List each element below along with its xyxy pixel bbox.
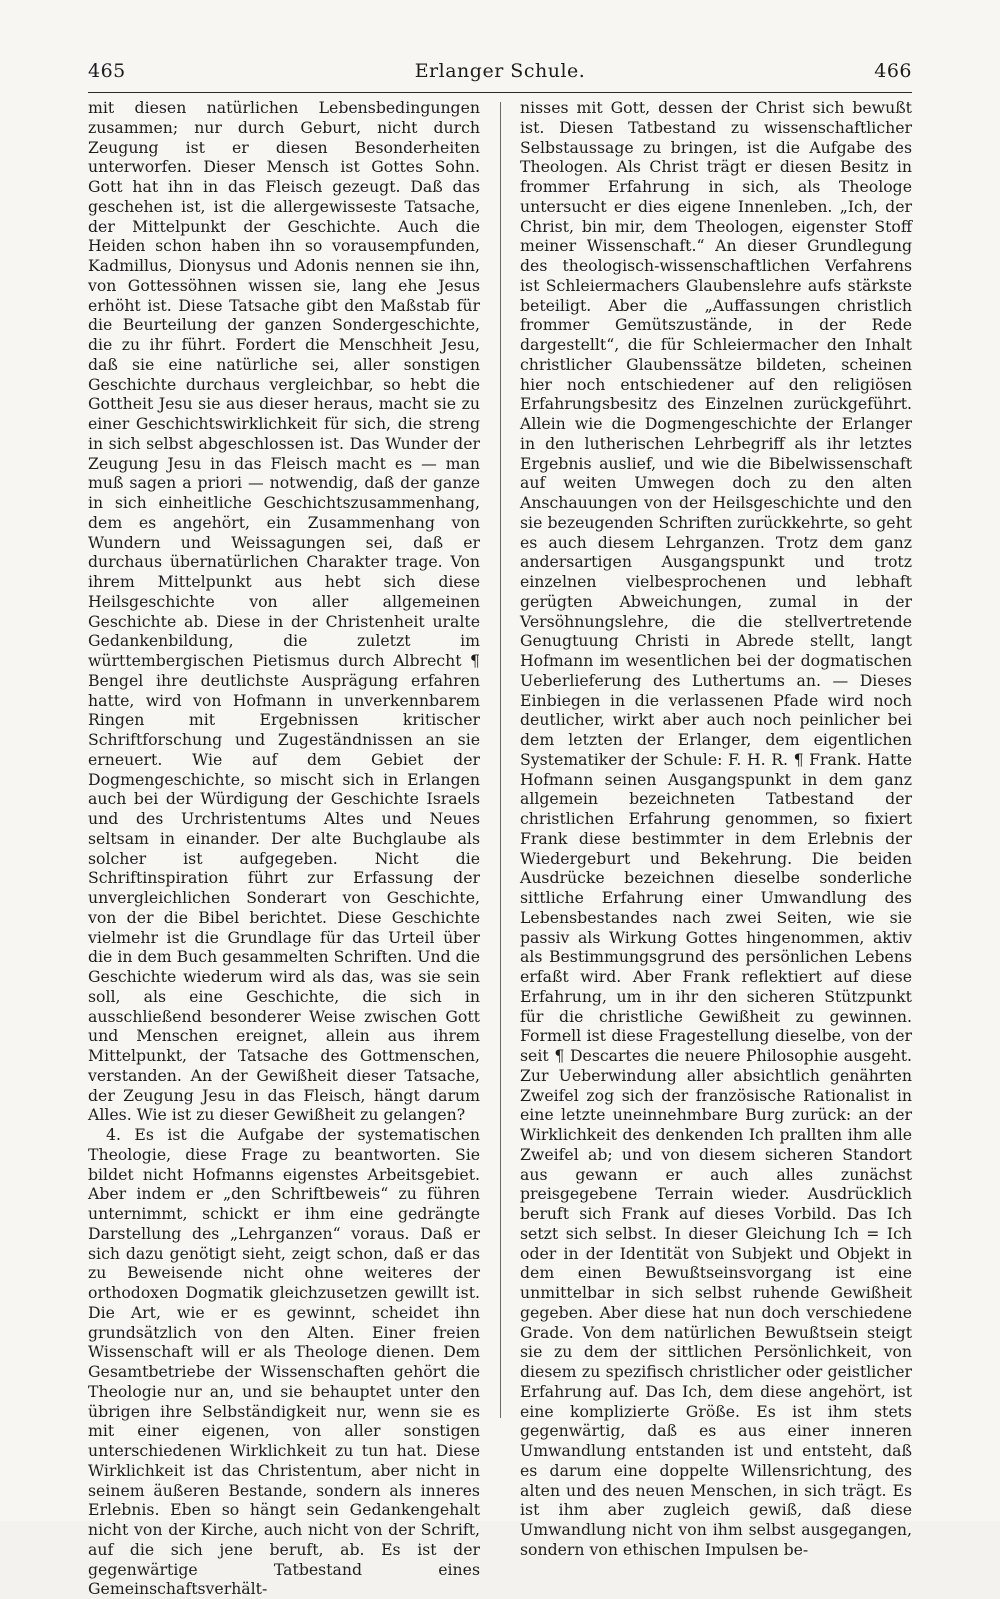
paragraph: nisses mit Gott, dessen der Christ sich bewußt ist. Diesen Tatbestand zu wissenschaftlicher Selbstaussage zu bringen, ist die Aufgabe des Theologen. Als Christ trägt er diesen Besitz in frommer Erfahrung in sich, als Theologe untersucht er dies eigene Innenleben. „Ich, der Christ, bin mir, dem Theologen, eigenster Stoff meiner Wissenschaft.“ An dieser Grundlegung des theologisch-wissenschaftlichen Verfahrens ist Schleiermachers Glaubenslehre aufs stärkste beteiligt. Aber die „Auffassungen christlich frommer Gemütszustände, in der Rede dargestellt“, die für Schleiermacher den Inhalt christlicher Glaubenssätze bildeten, scheinen hier noch entschiedener auf den religiösen Erfahrungsbesitz des Einzelnen zurückgeführt. Allein wie die Dogmengeschichte der Erlanger in den lutherischen Lehrbegriff als ihr letztes Ergebnis auslief, und wie die Bibelwissenschaft auf weiten Umwegen doch zu den alten Anschauungen von der Heilsgeschichte und den sie bezeugenden Schriften zurückkehrte, so geht es auch diesem Lehrganzen. Trotz dem ganz andersartigen Ausgangspunkt und trotz einzelnen vielbesprochenen und lebhaft gerügten Abweichungen, zumal in der Versöhnungslehre, die die stellvertretende Genugtuung Christi in Abrede stellt, langt Hofmann im wesentlichen bei der dogmatischen Ueberlieferung des Luthertums an. — Dieses Einbiegen in die verlassenen Pfade wird noch deutlicher, wirkt aber auch noch peinlicher bei dem letzten der Erlanger, dem eigentlichen Systematiker der Schule: F. H. R. ¶ Frank. Hatte Hofmann seinen Ausgangspunkt in dem ganz allgemein bezeichneten Tatbestand der christlichen Erfahrung genommen, so fixiert Frank diese bestimmter in dem Erlebnis der Wiedergeburt und Bekehrung. Die beiden Ausdrücke bezeichnen dieselbe sonderliche sittliche Erfahrung einer Umwandlung des Lebensbestandes nach zwei Seiten, wie sie passiv als Wirkung Gottes hingenommen, aktiv als Bestimmungsgrund des persönlichen Lebens erfaßt wird. Aber Frank reflektiert auf diese Erfahrung, um in ihr den sicheren Stützpunkt für die christliche Gewißheit zu gewinnen. Formell ist diese Fragestellung dieselbe, von der seit ¶ Descartes die neuere Philosophie ausgeht. Zur Ueberwindung aller absichtlich genährten Zweifel zog sich der französische Rationalist in eine letzte uneinnehmbare Burg zurück: an der Wirklichkeit des denkenden Ich prallten ihm alle Zweifel ab; und von diesem sicheren Standort aus gewann er auch alles zunächst preisgegebene Terrain wieder. Ausdrücklich beruft sich Frank auf dieses Vorbild. Das Ich setzt sich selbst. In dieser Gleichung Ich = Ich oder in der Identität von Subjekt und Objekt in dem einen Bewußtseinsvorgang ist eine unmittelbar in sich selbst ruhende Gewißheit gegeben. Aber diese hat nun doch verschiedene Grade. Von dem natürlichen Bewußtsein steigt sie zu dem der sittlichen Persönlichkeit, von diesem zu spezifisch christlicher oder geistlicher Erfahrung auf. Das Ich, dem diese angehört, ist eine komplizierte Größe. Es ist ihm stets gegenwärtig, daß es aus einer inneren Umwandlung entstanden ist und entsteht, daß es darum eine doppelte Willensrichtung, des alten und des neuen Menschen, in sich trägt. Es ist ihm aber zugleich gewiß, daß diese Umwandlung nicht von ihm selbst ausgegangen, sondern von ethischen Impulsen be- [520,98,912,1559]
paragraph: mit diesen natürlichen Lebensbedingungen zusammen; nur durch Geburt, nicht durch Zeugung ist er diesen Besonderheiten unterworfen. Dieser Mensch ist Gottes Sohn. Gott hat ihn in das Fleisch gezeugt. Daß das geschehen ist, ist die allergewisseste Tatsache, der Mittelpunkt der Geschichte. Auch die Heiden schon haben ihn so vorausempfunden, Kadmillus, Dionysus und Adonis nennen sie ihn, von Gottessöhnen wissen sie, lang ehe Jesus erhöht ist. Diese Tatsache gibt den Maßstab für die Beurteilung der ganzen Sondergeschichte, die zu ihr führt. Fordert die Menschheit Jesu, daß sie eine natürliche sei, aller sonstigen Geschichte durchaus vergleichbar, so hebt die Gottheit Jesu sie aus dieser heraus, macht sie zu einer Geschichtswirklichkeit für sich, die streng in sich selbst abgeschlossen ist. Das Wunder der Zeugung Jesu in das Fleisch macht es — man muß sagen a priori — notwendig, daß der ganze in sich einheitliche Geschichtszusammenhang, dem es angehört, ein Zusammenhang von Wundern und Weissagungen sei, daß er durchaus übernatürlichen Charakter trage. Von ihrem Mittelpunkt aus hebt sich diese Heilsgeschichte von aller allgemeinen Geschichte ab. Diese in der Christenheit uralte Gedankenbildung, die zuletzt im württembergischen Pietismus durch Albrecht ¶ Bengel ihre deutlichste Ausprägung erfahren hatte, wird von Hofmann in unverkennbarem Ringen mit Ergebnissen kritischer Schriftforschung und Zugeständnissen an sie erneuert. Wie auf dem Gebiet der Dogmengeschichte, so mischt sich in Erlangen auch bei der Würdigung der Geschichte Israels und des Urchristentums Altes und Neues seltsam in einander. Der alte Buchglaube als solcher ist aufgegeben. Nicht die Schriftinspiration führt zur Erfassung der unvergleichlichen Sonderart von Geschichte, von der die Bibel berichtet. Diese Geschichte vielmehr ist die Grundlage für das Urteil über die in dem Buch gesammelten Schriften. Und die Geschichte wiederum wird als das, was sie sein soll, als eine Geschichte, die sich in ausschließend besonderer Weise zwischen Gott und Menschen ereignet, allein aus ihrem Mittelpunkt, der Tatsache des Gottmenschen, verstanden. An der Gewißheit dieser Tatsache, der Zeugung Jesu in das Fleisch, hängt darum Alles. Wie ist zu dieser Gewißheit zu gelangen? [88,98,480,1125]
text-columns [88,98,912,1599]
column-divider [500,102,501,1418]
right-column [520,98,912,1559]
running-title: Erlanger Schule. [414,60,586,82]
header-rule [88,92,912,93]
page-header [88,60,912,96]
paragraph: 4. Es ist die Aufgabe der systematischen Theologie, diese Frage zu beantworten. Sie bildet nicht Hofmanns eigenstes Arbeitsgebiet. Aber indem er „den Schriftbeweis“ zu führen unternimmt, schickt er ihm eine gedrängte Darstellung des „Lehrganzen“ voraus. Daß er sich dazu genötigt sieht, zeigt schon, daß er das zu Beweisende nicht ohne weiteres der orthodoxen Dogmatik gleichzusetzen gewillt ist. Die Art, wie er es gewinnt, scheidet ihn grundsätzlich von den Alten. Einer freien Wissenschaft will er als Theologe dienen. Dem Gesamtbetriebe der Wissenschaften gehört die Theologie nur an, und sie behauptet unter den übrigen ihre Selbständigkeit nur, wenn sie es mit einer eigenen, von aller sonstigen unterschiedenen Wirklichkeit zu tun hat. Diese Wirklichkeit ist das Christentum, aber nicht in seinem äußeren Bestande, sondern als inneres Erlebnis. Eben so hängt sein Gedankengehalt nicht von der Kirche, auch nicht von der Schrift, auf die sich jene beruft, ab. Es ist der gegenwärtige Tatbestand eines Gemeinschaftsverhält- [88,1125,480,1599]
page-number-left: 465 [88,60,126,82]
left-column [88,98,480,1599]
page-number-right: 466 [874,60,912,82]
